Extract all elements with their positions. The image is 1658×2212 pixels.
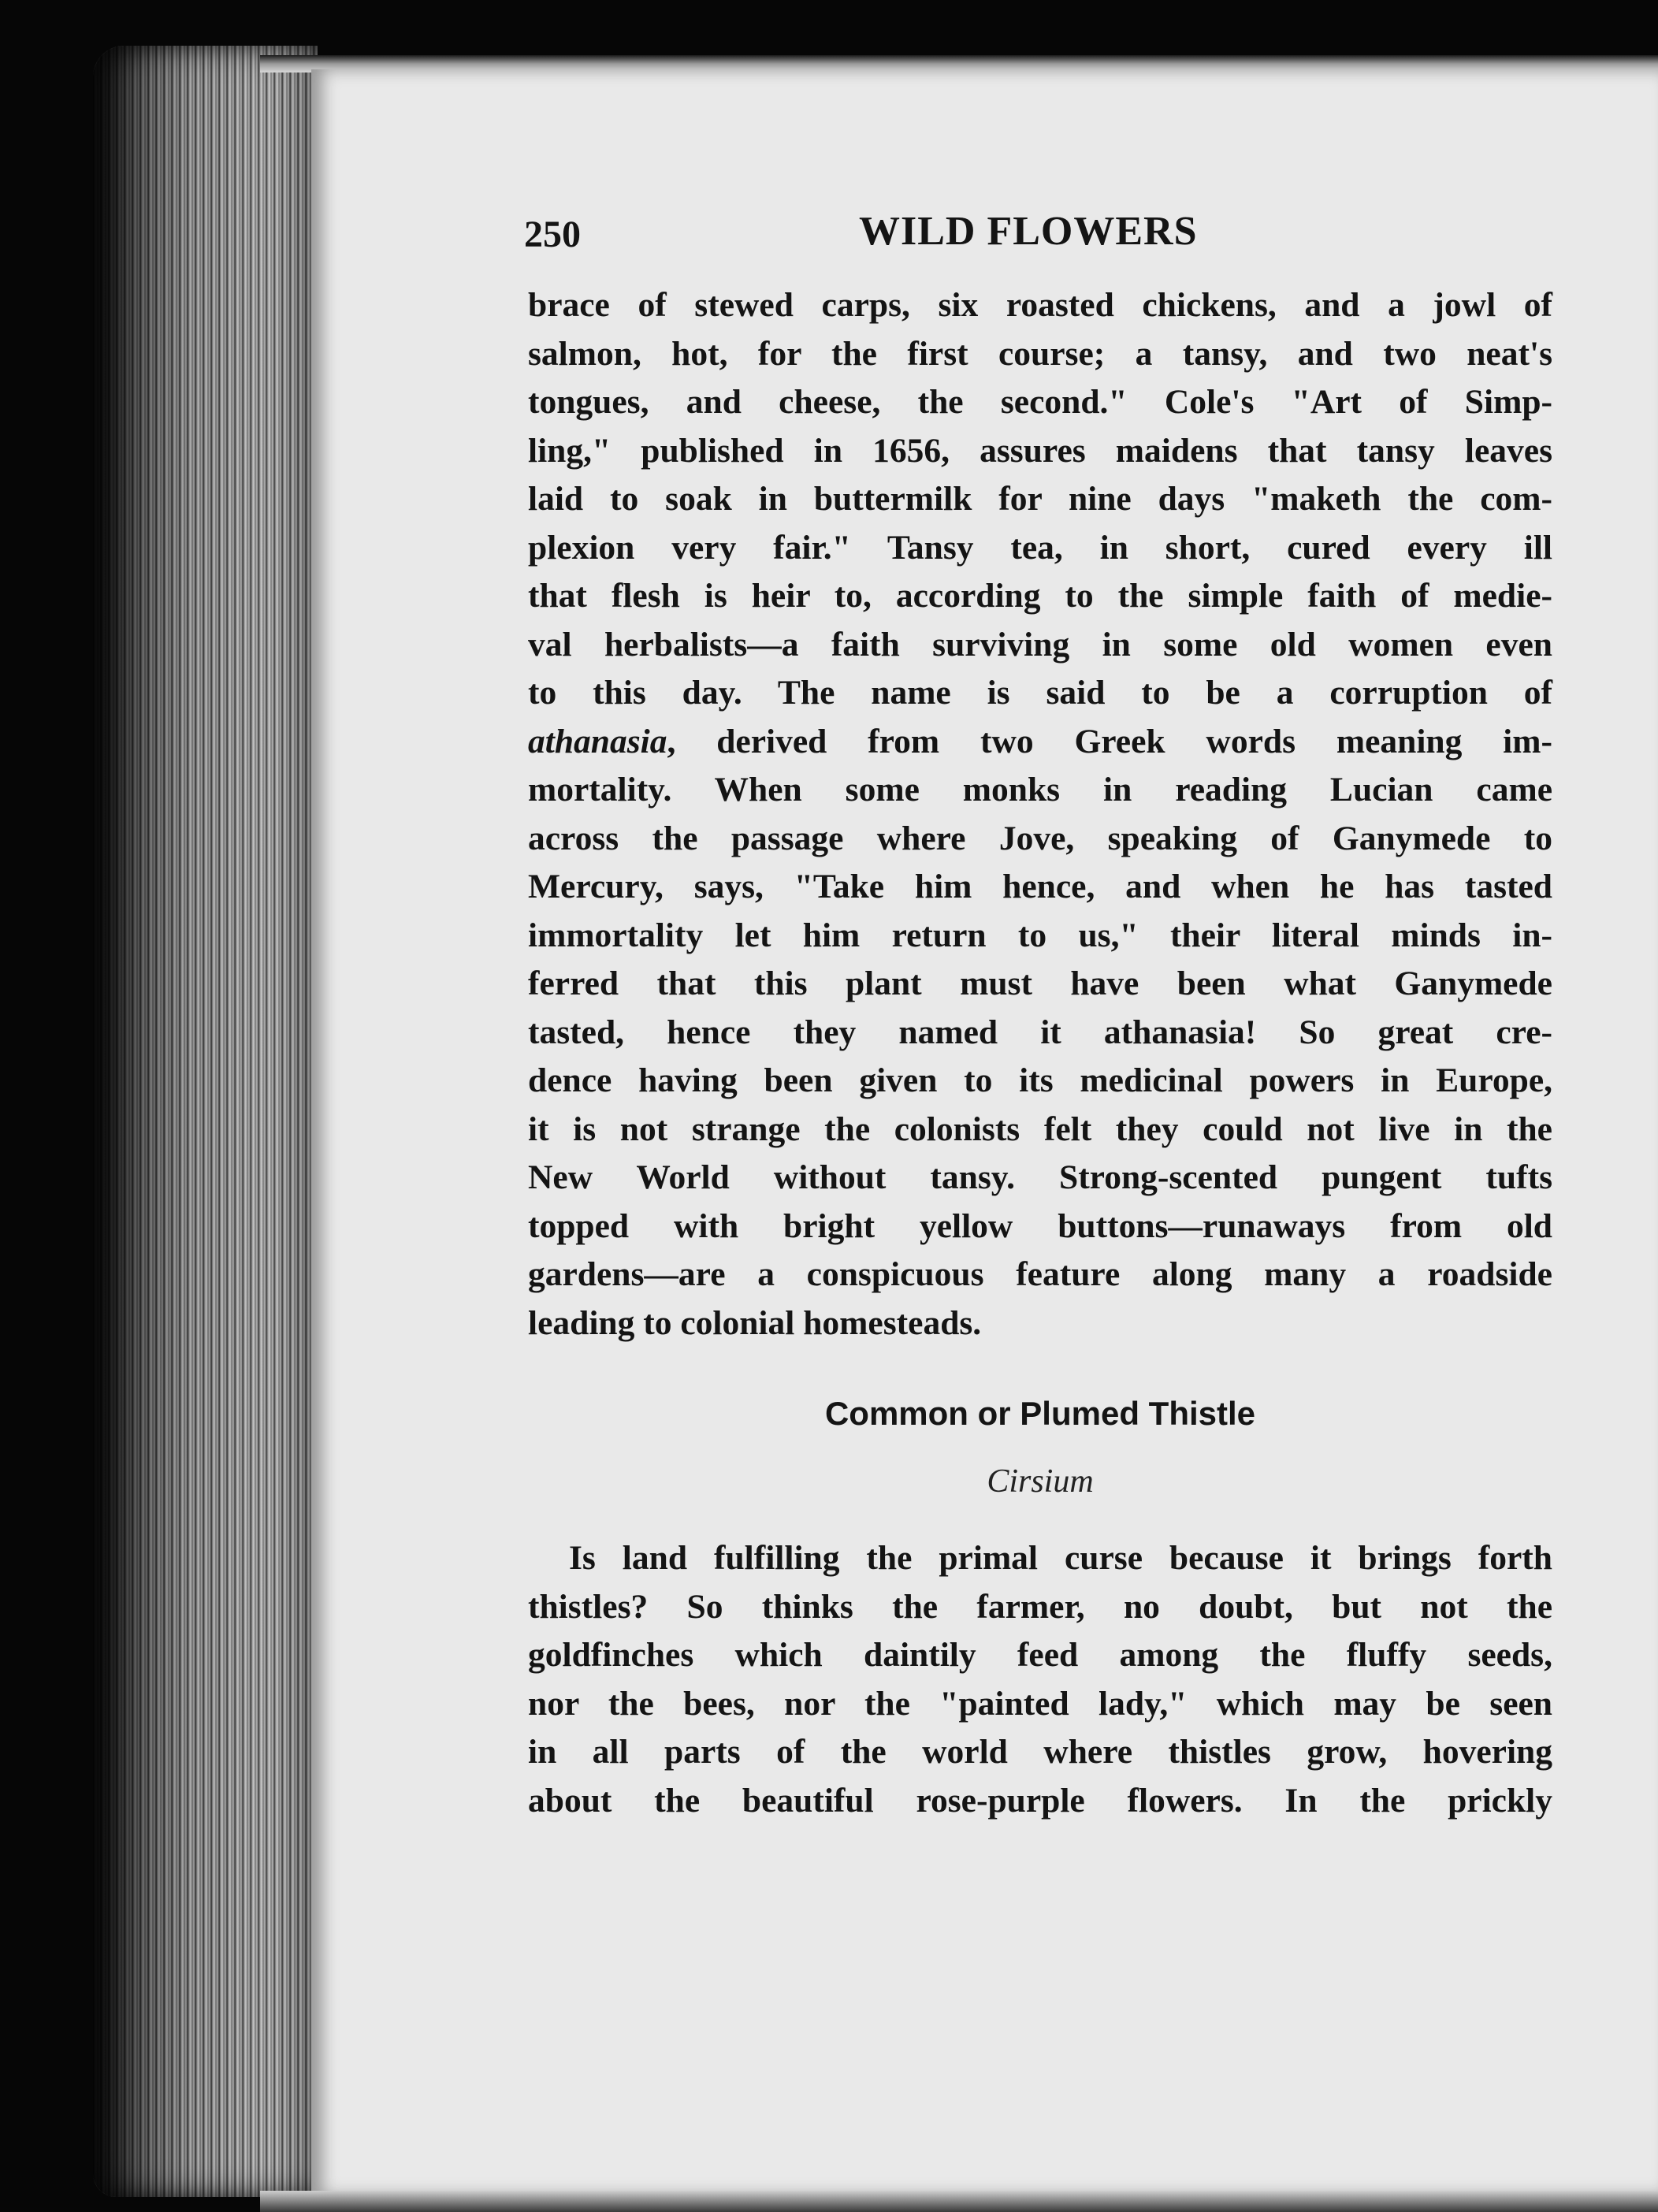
text-line: plexion very fair." Tansy tea, in short, cured every ill xyxy=(528,528,1552,567)
text-line: dence having been given to its medicinal powers in Europe, xyxy=(528,1061,1552,1099)
text-line: Mercury, says, "Take him hence, and when he has tasted xyxy=(528,868,1552,905)
text-line: mortality. When some monks in reading Lucian came xyxy=(528,771,1552,809)
text-line: it is not strange the colonists felt they could not live in the xyxy=(528,1110,1552,1148)
text-line: tasted, hence they named it athanasia! So great cre- xyxy=(528,1013,1552,1051)
text-line: laid to soak in buttermilk for nine days "maketh the com- xyxy=(528,480,1552,518)
text-line: thistles? So thinks the farmer, no doubt, but not the xyxy=(528,1587,1552,1626)
text-line: leading to colonial homesteads. xyxy=(528,1303,982,1342)
text-line: salmon, hot, for the first course; a tansy, and two neat's xyxy=(528,334,1552,373)
text-line: tongues, and cheese, the second." Cole's "Art of Simp- xyxy=(528,383,1552,421)
section-subheading-latin-name: Cirsium xyxy=(987,1463,1094,1500)
body-paragraph-thistle xyxy=(528,1534,1552,1825)
text-line: brace of stewed carps, six roasted chickens, and a jowl of xyxy=(528,286,1552,324)
italic-term: athanasia xyxy=(528,722,667,760)
text-line: about the beautiful rose-purple flowers. In the prickly xyxy=(528,1781,1552,1820)
section-heading: Common or Plumed Thistle xyxy=(824,1395,1256,1432)
page-number: 250 xyxy=(524,214,581,255)
text-line: topped with bright yellow buttons—runaways from old xyxy=(528,1206,1552,1245)
text-line: across the passage where Jove, speaking of Ganymede to xyxy=(528,819,1552,857)
text-line: goldfinches which daintily feed among the fluffy seeds, xyxy=(528,1636,1552,1674)
text-line: val herbalists—a faith surviving in some old women even xyxy=(528,625,1552,664)
text-line: ling," published in 1656, assures maidens that tansy leaves xyxy=(528,431,1552,470)
text-line: nor the bees, nor the "painted lady," which may be seen xyxy=(528,1684,1552,1723)
running-head xyxy=(524,203,1548,266)
text-line: that flesh is heir to, according to the simple faith of medie- xyxy=(528,577,1552,615)
text-line: in all parts of the world where thistles grow, hovering xyxy=(528,1733,1552,1771)
text-line: Is land fulfilling the primal curse because it brings forth xyxy=(569,1539,1552,1577)
book-fore-edge xyxy=(93,46,318,2197)
text-line: gardens—are a conspicuous feature along many a roadside xyxy=(528,1255,1552,1293)
text-line: to this day. The name is said to be a corruption of xyxy=(528,674,1552,712)
text-line: ferred that this plant must have been what Ganymede xyxy=(528,965,1552,1002)
text-line: athanasia, derived from two Greek words meaning im- xyxy=(528,722,1552,760)
body-paragraph-tansy xyxy=(528,281,1552,1348)
page-header-title: WILD FLOWERS xyxy=(859,209,1198,254)
text-line: immortality let him return to us," their literal minds in- xyxy=(528,916,1552,954)
text-line: New World without tansy. Strong-scented pungent tufts xyxy=(528,1158,1552,1196)
book-bottom-edge xyxy=(260,2191,1658,2212)
